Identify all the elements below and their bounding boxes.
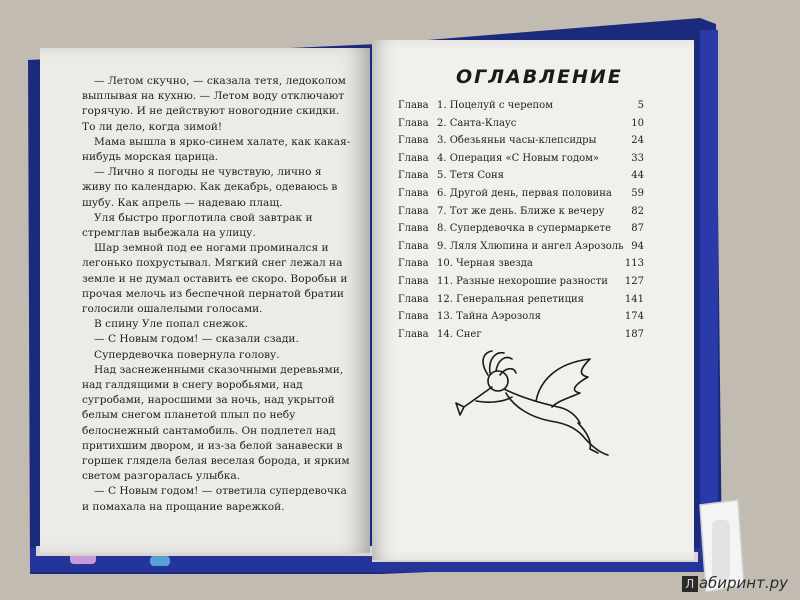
toc-chapter-title: 14. Снег <box>437 328 482 340</box>
angel-illustration <box>440 345 630 470</box>
toc-page-number: 187 <box>624 328 644 340</box>
toc-chapter-label: Глава <box>398 205 429 217</box>
toc-chapter-label: Глава <box>398 117 429 129</box>
toc-row <box>398 255 644 273</box>
toc-chapter-label: Глава <box>398 311 429 323</box>
paragraph: Над заснеженными сказочными деревьями, над галдящими в снегу воробьями, над сугробами, наросшими за ночь, над укрытой белым снегом планетой плыл по небу белоснежный сантамобиль. Он подлетел над притихшим двором, и из-за белой занавески в горшек глядела белая веселая борода, и ярким светом разгоралась улыбка. <box>82 363 350 483</box>
toc-chapter-label: Глава <box>398 293 429 305</box>
paragraph: Супердевочка повернула голову. <box>94 348 280 361</box>
paragraph: — С Новым годом! — сказали сзади. <box>94 333 299 346</box>
toc-chapter-title: 1. Поцелуй с черепом <box>437 100 553 111</box>
paragraph: Мама вышла в ярко-синем халате, как какая-нибудь морская царица. <box>82 135 351 164</box>
toc-chapter-label: Глава <box>398 187 429 199</box>
toc-chapter-label: Глава <box>398 275 429 287</box>
toc-row <box>398 115 644 133</box>
toc-chapter-title: 13. Тайна Аэрозоля <box>437 311 541 323</box>
toc-row <box>398 132 644 150</box>
toc-chapter-title: 11. Разные нехорошие разности <box>437 275 608 287</box>
toc-chapter-title: 8. Супердевочка в супермаркете <box>437 223 612 235</box>
toc-chapter-label: Глава <box>398 328 429 340</box>
toc-row <box>398 150 644 168</box>
paragraph: В спину Уле попал снежок. <box>94 318 249 331</box>
toc-row <box>398 326 644 344</box>
toc-title: ОГЛАВЛЕНИЕ <box>456 66 623 88</box>
toc-row <box>398 291 644 309</box>
toc-page-number: 87 <box>631 223 644 235</box>
toc-chapter-label: Глава <box>398 135 429 147</box>
labirint-logo-icon: Л <box>682 576 698 592</box>
paragraph: Уля быстро проглотила свой завтрак и стремглав выбежала на улицу. <box>82 211 313 240</box>
toc-row <box>398 273 644 291</box>
toc-page-number: 174 <box>624 311 644 323</box>
toc-page-number: 10 <box>631 117 644 129</box>
toc-chapter-title: 5. Тетя Соня <box>437 170 504 182</box>
paragraph: — Лично я погоды не чувствую, лично я живу по календарю. Как декабрь, одеваюсь в шубу. Как апрель — надеваю плащ. <box>82 166 338 209</box>
toc-row <box>398 220 644 238</box>
toc-chapter-title: 6. Другой день, первая половина <box>437 187 612 199</box>
toc-page-number: 24 <box>631 135 644 147</box>
labirint-watermark <box>682 574 788 592</box>
toc-row <box>398 203 644 221</box>
toc-chapter-label: Глава <box>398 223 429 235</box>
toc-page-number: 44 <box>631 170 644 182</box>
toc-chapter-label: Глава <box>398 100 429 111</box>
toc-row <box>398 308 644 326</box>
watermark-text: абиринт.ру <box>698 574 788 592</box>
toc-page-number: 94 <box>631 240 644 252</box>
toc-row <box>398 185 644 203</box>
toc-row <box>398 97 644 115</box>
toc-row <box>398 238 644 256</box>
toc-page-number: 59 <box>631 187 644 199</box>
paragraph: Шар земной под ее ногами проминался и легонько похрустывал. Мягкий снег лежал на земле и не думал оставить ее скоро. Воробьи и прочая мелочь из беспечной пернатой братии голосили ошалелыми голосами. <box>82 242 348 316</box>
paragraph: — С Новым годом! — ответила супердевочка и помахала на прощание варежкой. <box>82 485 347 513</box>
toc-page-number: 127 <box>624 275 644 287</box>
toc-page-number: 141 <box>624 293 644 305</box>
story-text <box>82 74 352 515</box>
toc-page-number: 113 <box>624 258 644 270</box>
toc-chapter-label: Глава <box>398 152 429 164</box>
toc-chapter-title: 3. Обезьяньи часы-клепсидры <box>437 135 597 147</box>
toc-chapter-title: 2. Санта-Клаус <box>437 117 517 129</box>
toc-chapter-label: Глава <box>398 170 429 182</box>
toc-chapter-label: Глава <box>398 240 429 252</box>
table-of-contents <box>398 97 644 343</box>
toc-chapter-title: 9. Ляля Хлюпина и ангел Аэрозоль <box>437 240 624 252</box>
toc-page-number: 33 <box>631 152 644 164</box>
toc-chapter-label: Глава <box>398 258 429 270</box>
toc-chapter-title: 4. Операция «С Новым годом» <box>437 152 600 164</box>
toc-chapter-title: 12. Генеральная репетиция <box>437 293 584 305</box>
toc-row <box>398 167 644 185</box>
toc-chapter-title: 7. Тот же день. Ближе к вечеру <box>437 205 605 217</box>
toc-page-number: 5 <box>637 100 644 111</box>
toc-page-number: 82 <box>631 205 644 217</box>
toc-chapter-title: 10. Черная звезда <box>437 258 533 270</box>
paragraph: — Летом скучно, — сказала тетя, ледоколом выплывая на кухню. — Летом воду отключают горячую. И не действуют новогодние скидки. То ли дело, когда зимой! <box>82 75 346 133</box>
